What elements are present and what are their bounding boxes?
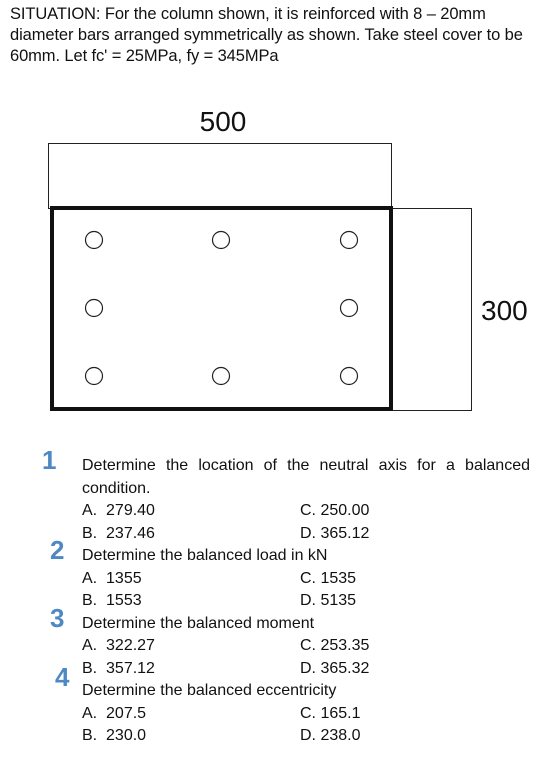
choice-a[interactable] — [82, 568, 300, 591]
choice-value: 230.0 — [106, 727, 147, 744]
choice-letter: B. — [82, 727, 98, 744]
rebar-circle — [86, 232, 103, 249]
choice-letter: C. — [300, 704, 316, 722]
width-dimension-box — [49, 144, 392, 209]
choice-letter: D. — [300, 592, 316, 609]
rebar-circle — [341, 300, 358, 317]
choice-value: 1355 — [106, 569, 142, 587]
question-stem: Determine the balanced moment — [82, 614, 315, 632]
question-number-4: 4 — [55, 662, 70, 692]
choice-letter: D. — [300, 659, 316, 677]
question-2 — [0, 535, 560, 613]
choice-value: 365.32 — [320, 659, 370, 677]
question-number-3: 3 — [50, 602, 65, 633]
choice-value: 1553 — [106, 592, 142, 609]
choice-c[interactable] — [300, 568, 460, 591]
rebar-circle — [86, 300, 103, 317]
choice-letter: D. — [300, 524, 316, 542]
choice-value: 365.12 — [320, 524, 370, 542]
question-number-2: 2 — [50, 535, 65, 565]
rebar-circle — [341, 368, 358, 385]
situation-text: SITUATION: For the column shown, it is reinforced with 8 – 20mm diameter bars arranged symmetrically as shown. Take steel cover to be 60mm. Let fc' = 25MPa, fy = 345MPa — [10, 5, 523, 65]
choice-a[interactable] — [82, 500, 300, 523]
choice-letter: A. — [82, 502, 98, 519]
choice-letter: A. — [82, 569, 98, 587]
choice-value: 1535 — [320, 569, 357, 587]
choice-letter: C. — [300, 637, 316, 654]
choice-letter: C. — [300, 569, 316, 587]
height-dimension-label: 300 — [481, 295, 528, 326]
choice-value: 207.5 — [106, 704, 147, 722]
choice-b[interactable] — [82, 658, 300, 681]
question-list — [0, 445, 560, 748]
choice-value: 5135 — [320, 592, 357, 609]
choice-a[interactable] — [82, 635, 300, 658]
choice-value: 238.0 — [320, 727, 361, 744]
width-dimension-label: 500 — [199, 106, 247, 137]
question-stem: Determine the balanced eccentricity — [82, 682, 337, 699]
rebar-circle — [341, 232, 358, 249]
choice-letter: B. — [82, 659, 98, 677]
choice-d[interactable] — [300, 590, 460, 613]
choice-value: 165.1 — [320, 704, 361, 722]
choice-b[interactable] — [82, 725, 300, 748]
choice-b[interactable] — [82, 590, 300, 613]
choice-letter: B. — [82, 524, 98, 542]
choice-c[interactable] — [300, 703, 460, 726]
choice-c[interactable] — [300, 635, 460, 658]
choice-letter: B. — [82, 592, 98, 609]
choice-letter: A. — [82, 637, 98, 654]
choice-letter: A. — [82, 704, 98, 722]
choice-d[interactable] — [300, 658, 460, 681]
answer-choices — [82, 568, 560, 613]
choice-value: 253.35 — [320, 637, 370, 654]
answer-choices — [82, 500, 560, 545]
answer-choices — [82, 635, 560, 680]
question-number-1: 1 — [42, 445, 57, 475]
rebar-circle — [213, 368, 230, 385]
choice-a[interactable] — [82, 703, 300, 726]
choice-value: 357.12 — [106, 659, 155, 677]
choice-value: 279.40 — [106, 502, 155, 519]
question-stem: Determine the location of the neutral axis for a balanced condition. — [82, 457, 530, 497]
choice-d[interactable] — [300, 725, 460, 748]
choice-value: 237.46 — [106, 524, 155, 542]
question-stem: Determine the balanced load in kN — [82, 547, 328, 564]
question-1 — [0, 445, 560, 545]
choice-d[interactable] — [300, 523, 460, 546]
choice-value: 322.27 — [106, 637, 155, 654]
choice-letter: C. — [300, 502, 316, 519]
choice-c[interactable] — [300, 500, 460, 523]
answer-choices — [82, 703, 560, 748]
choice-value: 250.00 — [320, 502, 370, 519]
rebar-circle — [86, 368, 103, 385]
choice-letter: D. — [300, 727, 316, 744]
question-3 — [0, 602, 560, 681]
rebar-circle — [213, 232, 230, 249]
choice-b[interactable] — [82, 523, 300, 546]
